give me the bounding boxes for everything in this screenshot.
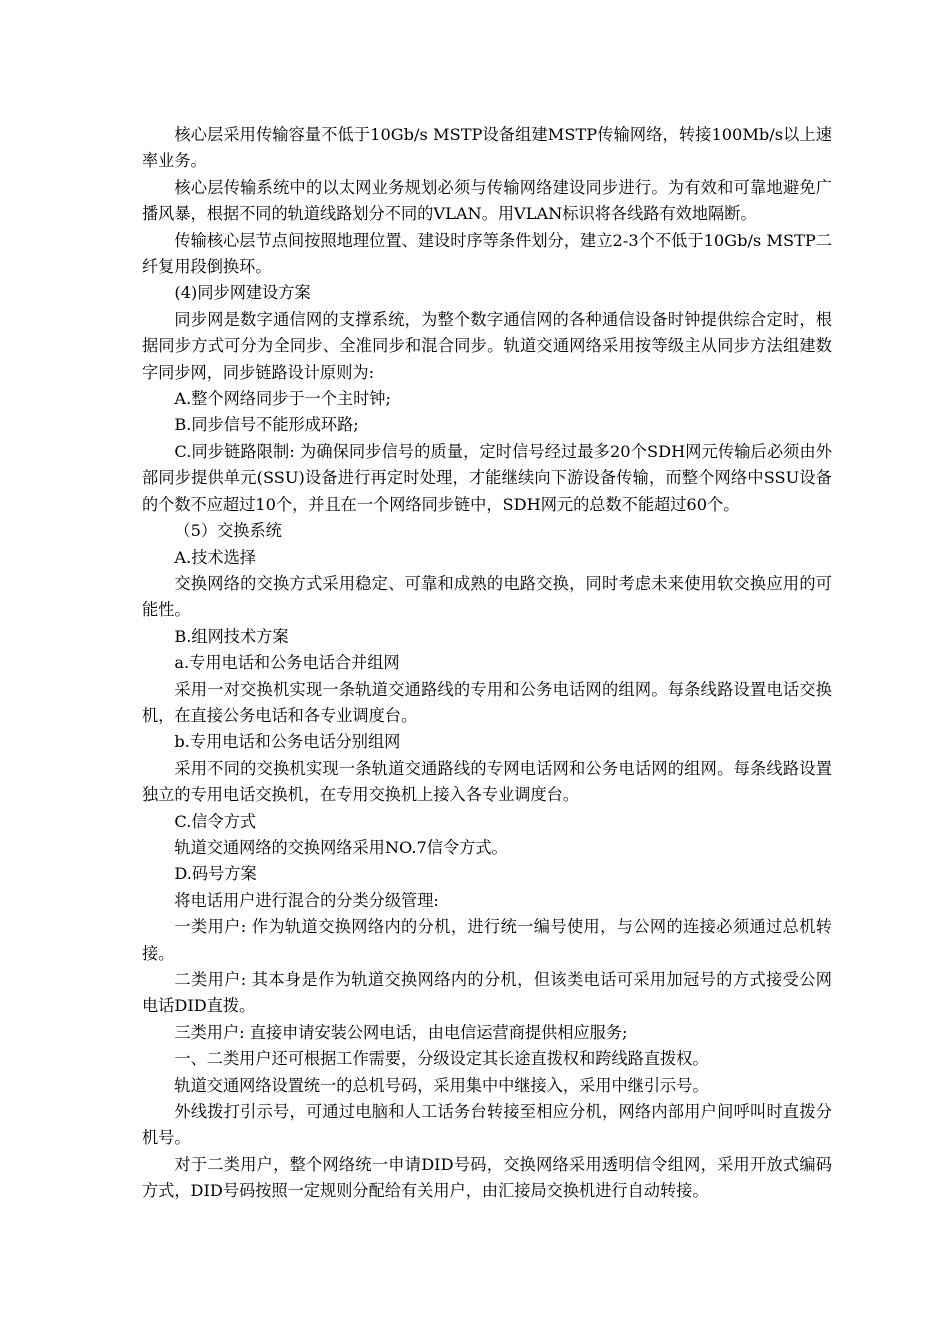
paragraph-merged-network: 采用一对交换机实现一条轨道交通路线的专用和公务电话网的组网。每条线路设置电话交换机，在直接公务电话和各专业调度台。 — [142, 679, 832, 725]
paragraph-user-class-3: 三类用户: 直接申请安装公网电话，由电信运营商提供相应服务; — [174, 1022, 628, 1042]
paragraph-ethernet-vlan: 核心层传输系统中的以太网业务规划必须与传输网络建设同步进行。为有效和可靠地避免广播风暴，根据不同的轨道线路划分不同的VLAN。用VLAN标识将各线路有效地隔断。 — [142, 177, 832, 224]
subheading-tech-choice: A.技术选择 — [174, 547, 256, 567]
paragraph-sync-network-intro: 同步网是数字通信网的支撑系统，为整个数字通信网的各种通信设备时钟提供综合定时，根据同步方式可分为全同步、全准同步和混合同步。轨道交通网络采用按等级主从同步方法组建数字同步网，同步链路设计原则为: — [142, 309, 832, 382]
paragraph-tech-choice: 交换网络的交换方式采用稳定、可靠和成熟的电路交换，同时考虑未来使用软交换应用的可能性。 — [142, 573, 832, 620]
paragraph-user-class-1: 一类用户: 作为轨道交换网络内的分机，进行统一编号使用，与公网的连接必须通过总机转接。 — [142, 917, 832, 963]
heading-switching-system: （5）交换系统 — [174, 521, 282, 541]
list-item-sync-c: C.同步链路限制: 为确保同步信号的质量，定时信号经过最多20个SDH网元传输后必须由外部同步提供单元(SSU)设备进行再定时处理，才能继续向下游设备传输，而整个网络中SSU设备的个数不应超过10个，并且在一个网络同步链中，SDH网元的总数不能超过60个。 — [142, 441, 832, 514]
subheading-numbering-plan: D.码号方案 — [174, 864, 257, 884]
paragraph-core-layer-capacity: 核心层采用传输容量不低于10Gb/s MSTP设备组建MSTP传输网络，转接100Mb/s以上速率业务。 — [142, 125, 832, 171]
paragraph-core-ring: 传输核心层节点间按照地理位置、建设时序等条件划分，建立2-3个不低于10Gb/s MSTP二纤复用段倒换环。 — [142, 230, 832, 277]
subheading-signaling: C.信令方式 — [174, 811, 257, 831]
list-item-sync-b: B.同步信号不能形成环路; — [174, 415, 359, 435]
subheading-separate-network: b.专用电话和公务电话分别组网 — [174, 732, 401, 752]
paragraph-user-class-2: 二类用户: 其本身是作为轨道交换网络内的分机，但该类电话可采用加冠号的方式接受公网电话DID直拨。 — [142, 970, 832, 1016]
document-body — [142, 122, 832, 1205]
paragraph-trunk-number: 轨道交通网络设置统一的总机号码，采用集中中继接入，采用中继引示号。 — [174, 1075, 709, 1095]
paragraph-separate-network: 采用不同的交换机实现一条轨道交通路线的专网电话网和公务电话网的组网。每条线路设置独立的专用电话交换机，在专用交换机上接入各专业调度台。 — [142, 758, 832, 805]
subheading-networking-plan: B.组网技术方案 — [174, 626, 289, 646]
paragraph-dialing-rights: 一、二类用户还可根据工作需要，分级设定其长途直拨权和跨线路直拨权。 — [174, 1049, 709, 1069]
subheading-merged-network: a.专用电话和公务电话合并组网 — [174, 653, 400, 673]
paragraph-signaling: 轨道交通网络的交换网络采用NO.7信令方式。 — [174, 837, 508, 857]
list-item-sync-a: A.整个网络同步于一个主时钟; — [174, 389, 391, 409]
heading-sync-network: (4)同步网建设方案 — [174, 283, 311, 303]
paragraph-external-dialing: 外线拨打引示号，可通过电脑和人工话务台转接至相应分机，网络内部用户间呼叫时直拨分机号。 — [142, 1102, 832, 1148]
paragraph-did-numbers: 对于二类用户，整个网络统一申请DID号码，交换网络采用透明信令组网，采用开放式编码方式，DID号码按照一定规则分配给有关用户，由汇接局交换机进行自动转接。 — [142, 1154, 832, 1201]
paragraph-numbering-intro: 将电话用户进行混合的分类分级管理: — [174, 890, 439, 910]
